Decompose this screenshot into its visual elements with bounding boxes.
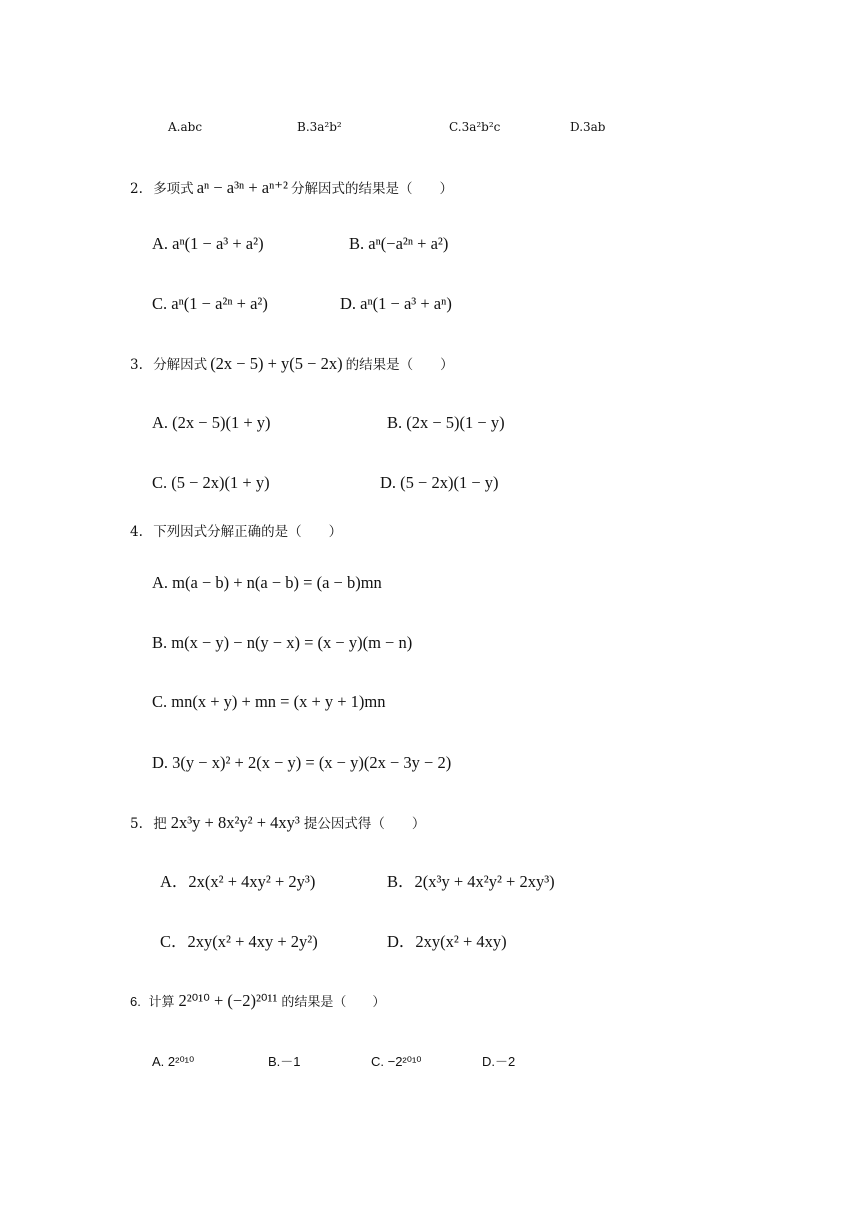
q1-option-a: A.abc: [168, 120, 203, 134]
question-number: 5.: [130, 816, 143, 832]
q6-option-c: C. −2²⁰¹⁰: [371, 1054, 422, 1069]
q3-option-c: C. (5 − 2x)(1 + y): [152, 473, 270, 492]
question-suffix: 的结果是（ ）: [281, 994, 386, 1009]
question-3-stem: [130, 356, 454, 373]
question-4-stem: [130, 526, 342, 540]
q2-option-d: D. aⁿ(1 − a³ + aⁿ): [340, 294, 452, 313]
q6-option-d: D.－2: [482, 1054, 516, 1069]
question-prefix: 分解因式: [153, 357, 208, 373]
q2-option-b: B. aⁿ(−a²ⁿ + a²): [349, 234, 449, 253]
q5-option-c: C．2xy(x² + 4xy + 2y²): [160, 932, 318, 951]
question-expression: 2x³y + 8x²y² + 4xy³: [170, 813, 300, 832]
question-5-stem: [130, 815, 425, 832]
q3-option-b: B. (2x − 5)(1 − y): [387, 413, 505, 432]
q6-option-a: A. 2²⁰¹⁰: [152, 1054, 195, 1069]
question-prefix: 把: [153, 816, 167, 832]
q3-option-a: A. (2x − 5)(1 + y): [152, 413, 271, 432]
q2-option-c: C. aⁿ(1 − a²ⁿ + a²): [152, 294, 268, 313]
question-number: 4.: [130, 524, 143, 540]
question-prefix: 计算: [148, 994, 175, 1009]
q1-option-b: B.3a²b²: [297, 120, 342, 134]
q5-option-a: A．2x(x² + 4xy² + 2y³): [160, 872, 316, 891]
question-6-stem: [130, 993, 385, 1010]
q4-option-d: D. 3(y − x)² + 2(x − y) = (x − y)(2x − 3y − 2): [152, 753, 452, 772]
q4-option-c: C. mn(x + y) + mn = (x + y + 1)mn: [152, 692, 386, 711]
question-2-stem: [130, 180, 453, 197]
q4-option-b: B. m(x − y) − n(y − x) = (x − y)(m − n): [152, 633, 413, 652]
q6-option-b: B.－1: [268, 1054, 301, 1069]
question-number: 6.: [130, 994, 141, 1009]
question-suffix: 的结果是（ ）: [345, 357, 454, 373]
q5-option-d: D．2xy(x² + 4xy): [387, 932, 507, 951]
question-prefix: 多项式: [153, 181, 194, 197]
question-text: 下列因式分解正确的是（ ）: [153, 524, 343, 540]
q4-option-a: A. m(a − b) + n(a − b) = (a − b)mn: [152, 573, 382, 592]
question-suffix: 提公因式得（ ）: [303, 816, 426, 832]
question-expression: 2²⁰¹⁰ + (−2)²⁰¹¹: [178, 991, 278, 1010]
question-suffix: 分解因式的结果是（ ）: [290, 181, 453, 197]
q2-option-a: A. aⁿ(1 − a³ + a²): [152, 234, 264, 253]
question-number: 2.: [130, 181, 143, 197]
q1-option-d: D.3ab: [570, 120, 606, 134]
question-expression: aⁿ − a³ⁿ + aⁿ⁺²: [196, 178, 288, 197]
q5-option-b: B．2(x³y + 4x²y² + 2xy³): [387, 872, 555, 891]
q1-option-c: C.3a²b²c: [449, 120, 501, 134]
question-number: 3.: [130, 357, 143, 373]
question-expression: (2x − 5) + y(5 − 2x): [210, 354, 343, 373]
q3-option-d: D. (5 − 2x)(1 − y): [380, 473, 499, 492]
